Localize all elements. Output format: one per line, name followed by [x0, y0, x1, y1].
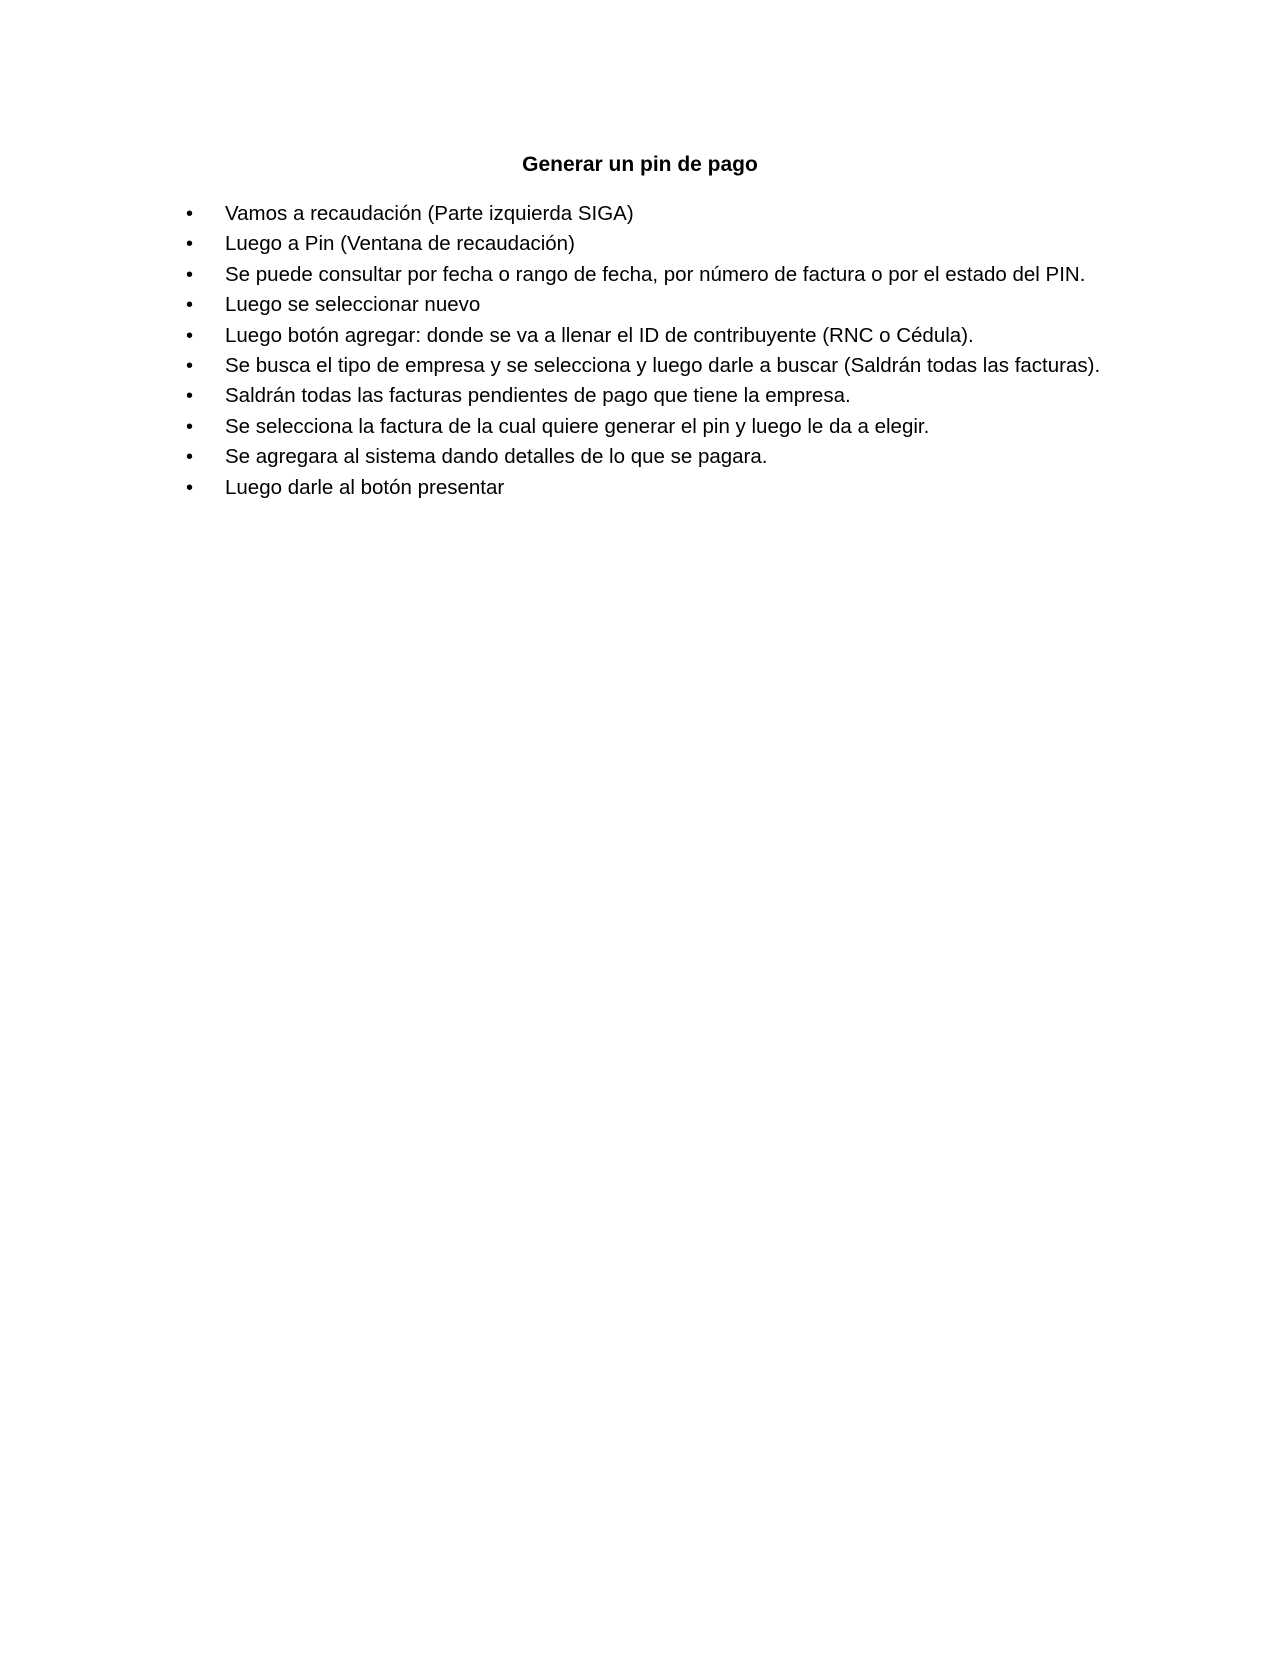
bullet-icon: •: [186, 415, 194, 438]
list-item: [186, 381, 1186, 411]
list-item-text: Luego a Pin (Ventana de recaudación): [225, 232, 575, 256]
bullet-icon: •: [186, 385, 194, 408]
list-item-text: Luego se seleccionar nuevo: [225, 293, 481, 317]
bullet-icon: •: [186, 446, 194, 469]
list-item-text: Luego darle al botón presentar: [225, 475, 505, 499]
list-item-text: Se puede consultar por fecha o rango de fecha, por número de factura o por el estado del PIN.: [225, 262, 1086, 286]
list-item: [186, 260, 1186, 290]
list-item: [186, 199, 1186, 229]
list-item: [186, 229, 1186, 259]
list-item: [186, 290, 1186, 320]
bullet-list: [186, 199, 1186, 503]
list-item: [186, 442, 1186, 472]
list-item-text: Luego botón agregar: donde se va a llenar el ID de contribuyente (RNC o Cédula).: [225, 323, 974, 347]
list-item-text: Se agregara al sistema dando detalles de lo que se pagara.: [225, 445, 768, 469]
list-item: [186, 351, 1186, 381]
bullet-icon: •: [186, 324, 194, 347]
list-item-text: Se selecciona la factura de la cual quiere generar el pin y luego le da a elegir.: [225, 414, 930, 438]
bullet-icon: •: [186, 476, 194, 499]
list-item: [186, 321, 1186, 351]
list-item-text: Se busca el tipo de empresa y se selecciona y luego darle a buscar (Saldrán todas las facturas).: [225, 353, 1101, 377]
bullet-icon: •: [186, 354, 194, 377]
list-item: [186, 412, 1186, 442]
list-item-text: Vamos a recaudación (Parte izquierda SIGA): [225, 202, 634, 225]
list-item: [186, 473, 1186, 503]
bullet-icon: •: [186, 203, 194, 225]
bullet-icon: •: [186, 233, 194, 256]
list-item-text: Saldrán todas las facturas pendientes de pago que tiene la empresa.: [225, 384, 851, 408]
bullet-icon: •: [186, 263, 194, 286]
bullet-icon: •: [186, 294, 194, 317]
document-title: Generar un pin de pago: [522, 153, 758, 176]
